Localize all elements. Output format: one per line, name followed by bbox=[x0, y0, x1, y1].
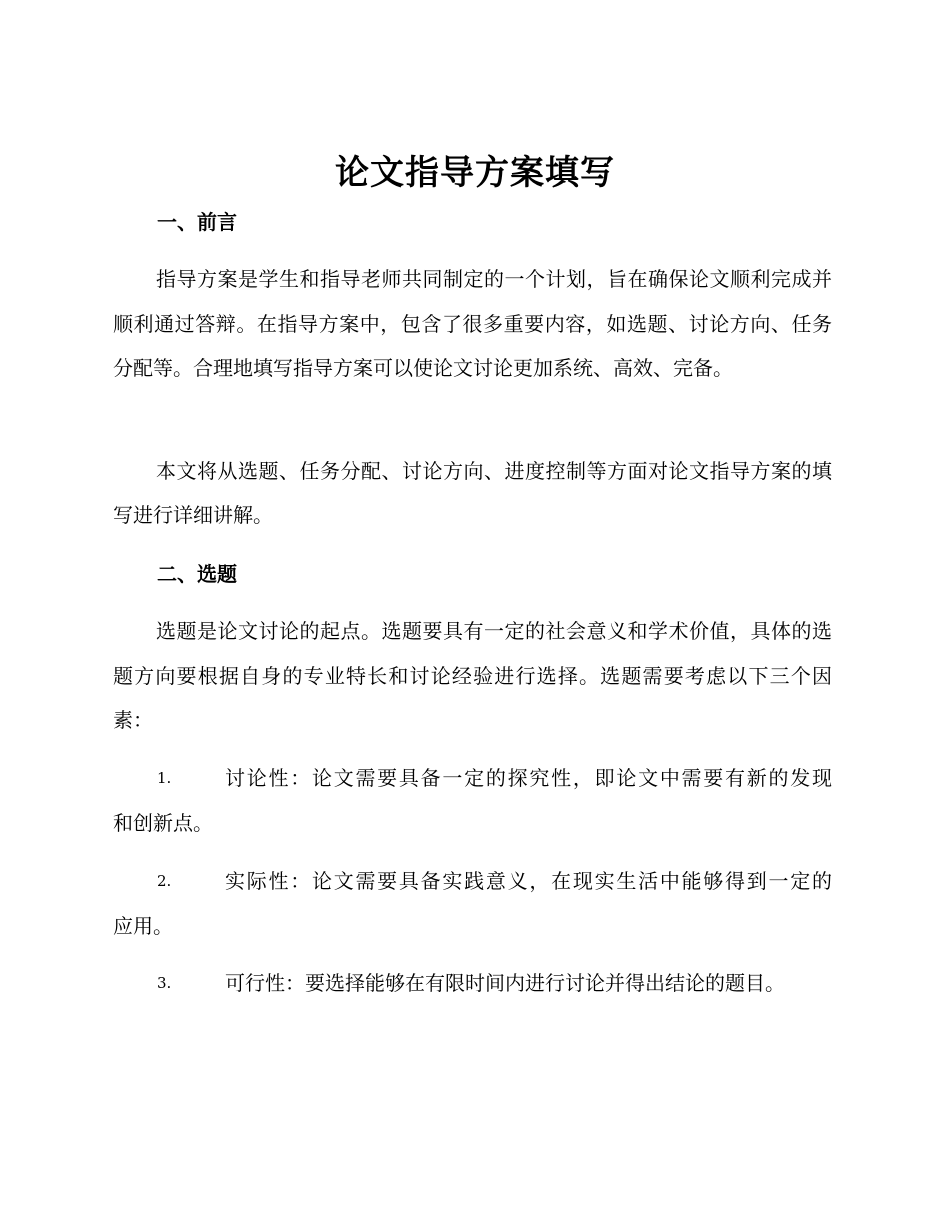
preface-paragraph-1: 指导方案是学生和指导老师共同制定的一个计划，旨在确保论文顺利完成并顺利通过答辩。在指导方案中，包含了很多重要内容，如选题、讨论方向、任务分配等。合理地填写指导方案可以使论文讨论更加系统、高效、完备。 bbox=[113, 267, 832, 380]
list-item-text: 实际性：论文需要具备实践意义，在现实生活中能够得到一定的 bbox=[225, 869, 832, 893]
list-item-text-continuation: 和创新点。 bbox=[113, 811, 213, 835]
list-item-number: 1. bbox=[157, 769, 172, 787]
document-title: 论文指导方案填写 bbox=[335, 153, 615, 193]
list-item-number: 3. bbox=[157, 974, 172, 992]
section-heading-preface: 一、前言 bbox=[157, 210, 237, 234]
list-item-text-continuation: 应用。 bbox=[113, 914, 173, 938]
topic-paragraph-1: 选题是论文讨论的起点。选题要具有一定的社会意义和学术价值，具体的选题方向要根据自身的专业特长和讨论经验进行选择。选题需要考虑以下三个因素： bbox=[113, 619, 832, 732]
section-heading-topic: 二、选题 bbox=[157, 562, 237, 586]
list-item-text: 可行性：要选择能够在有限时间内进行讨论并得出结论的题目。 bbox=[225, 971, 785, 995]
list-item-number: 2. bbox=[157, 872, 172, 890]
preface-paragraph-2: 本文将从选题、任务分配、讨论方向、进度控制等方面对论文指导方案的填写进行详细讲解。 bbox=[113, 459, 832, 527]
list-item-text: 讨论性：论文需要具备一定的探究性，即论文中需要有新的发现 bbox=[225, 766, 832, 790]
